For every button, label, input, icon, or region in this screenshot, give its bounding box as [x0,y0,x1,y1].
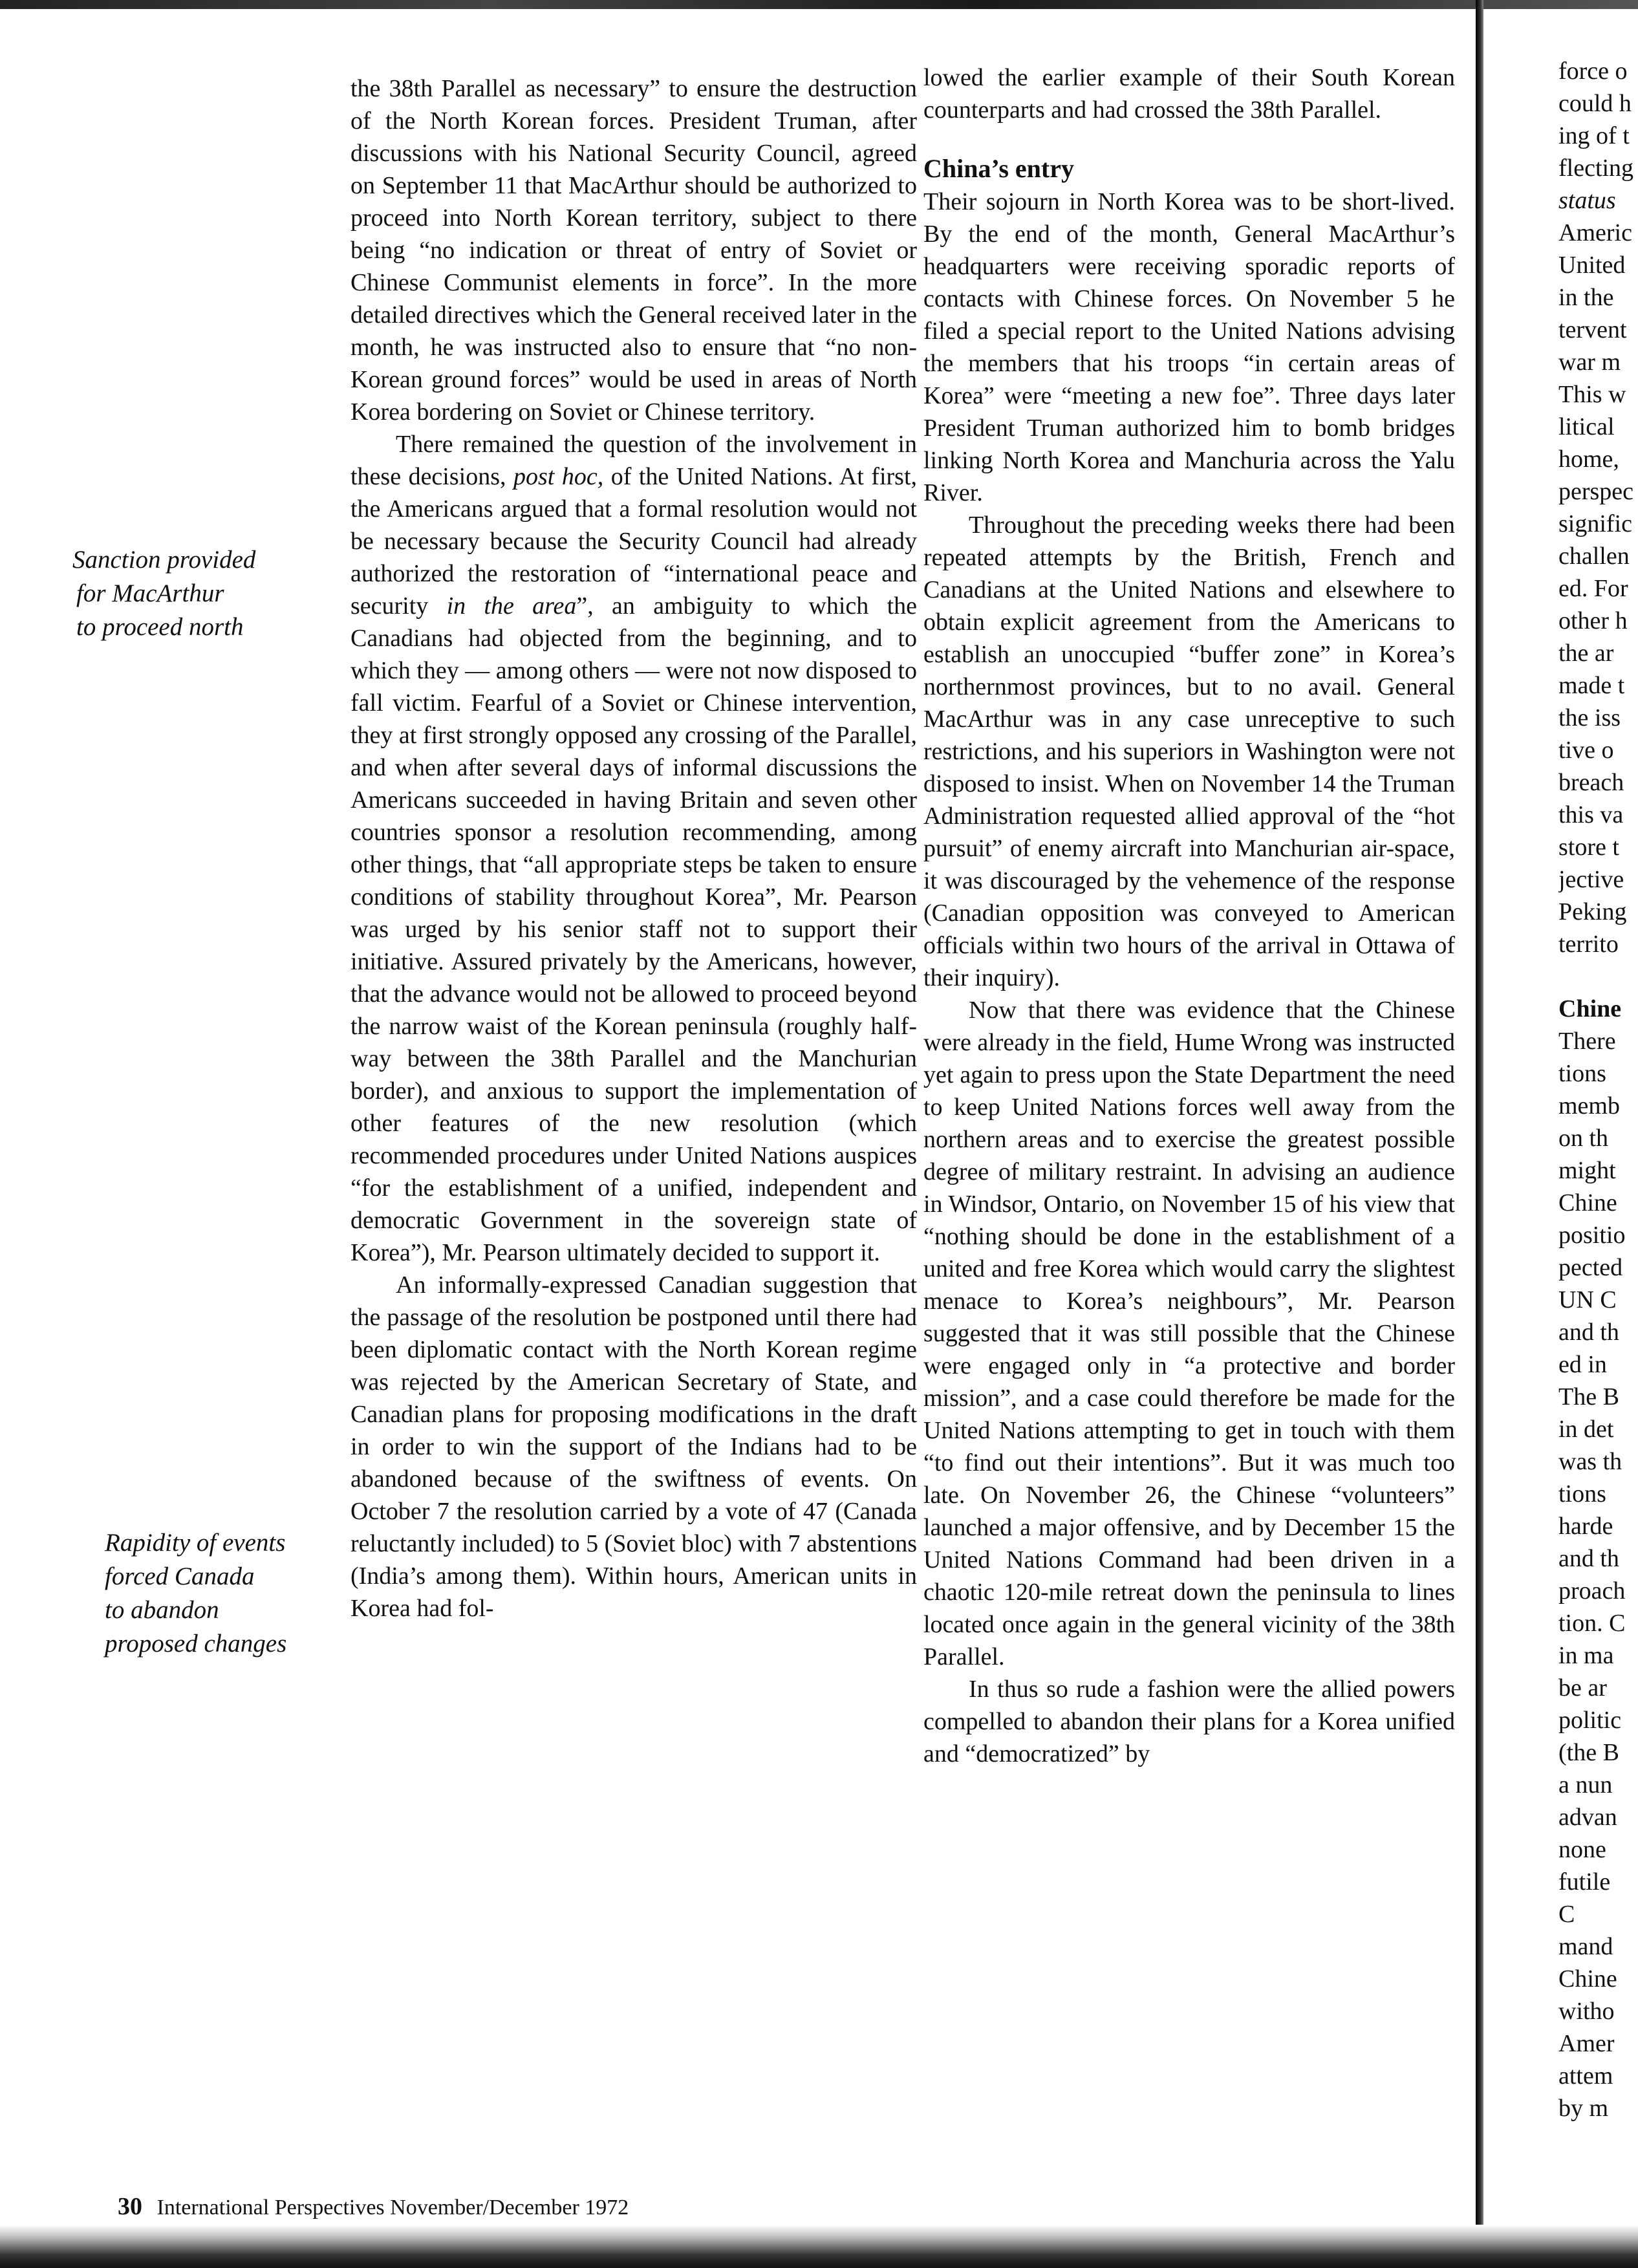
section-heading: China’s entry [923,154,1074,183]
margin-note-line: to abandon [105,1596,219,1624]
text-fragment: politic [1558,1707,1622,1734]
margin-note-line: to proceed north [76,613,244,641]
text-fragment: This w [1558,381,1626,408]
text-fragment: the iss [1558,704,1621,731]
text-fragment: this va [1558,801,1624,828]
paragraph: lowed the earlier example of their South Korean counterparts and had crossed the 38th Parallel. [923,64,1455,124]
text-fragment: C [1558,1901,1575,1928]
margin-note-line: forced Canada [105,1562,255,1590]
text-fragment: flecting [1558,155,1634,182]
paragraph: Now that there was evidence that the Chinese were already in the field, Hume Wrong was instructed yet again to press upon the State Department the need to keep United Nations forces well away from the northern areas and to exercise the greatest possible degree of military restraint. In advising an audience in Windsor, Ontario, on November 15 of his view that “nothing should be done in the establishment of a united and free Korea which would carry the slightest menace to Korea’s neighbours”, Mr. Pearson suggested that it was still possible that the Chinese were engaged only in “a protective and border mission”, and a case could therefore be made for the United Nations attempting to get in touch with them “to find out their intentions”. But it was much too late. On November 26, the Chinese “volunteers” launched a major offensive, and by December 15 the United Nations Command had been driven in a chaotic 120-mile retreat down the peninsula to lines located once again in the general vicinity of the 38th Parallel. [923,997,1455,1670]
paragraph: An informally-expressed Canadian suggestion that the passage of the resolution be postponed until there had been diplomatic contact with the North Korean regime was rejected by the American Secretary of State, and Canadian plans for proposing modifications in the draft in order to win the support of the Indians had to be abandoned because of the swiftness of events. On October 7 the resolution carried by a vote of 47 (Canada reluctantly included) to 5 (Soviet bloc) with 7 abstentions (India’s among them). Within hours, American units in Korea had fol- [350,1271,917,1622]
paragraph: Their sojourn in North Korea was to be short-lived. By the end of the month, General MacArthur’s headquarters were receiving sporadic reports of contacts with Chinese forces. On November 5 he filed a special report to the United Nations advising the members that his troops “in certain areas of Korea” were “meeting a new foe”. Three days later President Truman authorized him to bomb bridges linking North Korea and Manchuria across the Yalu River. [923,188,1455,506]
top-scan-edge [0,0,1638,9]
paragraph: the 38th Parallel as necessary” to ensure the destruction of the North Korean forces. President Truman, after discussions with his National Security Council, agreed on September 11 that MacArthur should be authorized to proceed into North Korean territory, subject to there being “no indication or threat of entry of Soviet or Chinese Communist elements in force”. In the more detailed directives which the General received later in the month, he was instructed also to ensure that “no non-Korean ground forces” would be used in areas of North Korea bordering on Soviet or Chinese territory. [350,75,917,426]
text-run: ”, an ambiguity to which the Canadians had objected from the beginning, and to which they — among others — were not now disposed to fall victim. Fearful of a Soviet or Chinese intervention, they at first strongly opposed any crossing of the Parallel, and when after several days of informal discussions the Americans succeeded in having Britain and seven other countries sponsor a resolution recommending, among other things, that “all appropriate steps be taken to ensure conditions of stability throughout Korea”, Mr. Pearson was urged by his senior staff not to support their initiative. Assured privately by the Americans, however, that the advance would not be allowed to proceed beyond the narrow waist of the Korean peninsula (roughly half-way between the 38th Parallel and the Manchurian border), and anxious to support the implementation of other features of the new resolution (which recommended procedures under United Nations auspices “for the establishment of a unified, independent and democratic Government in the sovereign state of Korea”), Mr. Pearson ultimately decided to support it. [350,592,917,1266]
fragment-list [1558,55,1638,2124]
text-fragment: positio [1558,1222,1626,1249]
paragraph [350,428,917,1269]
publication-line: International Perspectives November/December 1972 [156,2196,629,2219]
text-fragment: UN C [1558,1286,1617,1313]
text-fragment: challen [1558,543,1630,570]
text-column-3-cropped [1558,55,1638,2124]
text-fragment: signific [1558,510,1632,537]
text-fragment: in the [1558,284,1614,311]
text-fragment: tions [1558,1060,1606,1087]
text-fragment: in ma [1558,1642,1614,1669]
page-gutter [1476,0,1483,2225]
bottom-scan-edge [0,2225,1638,2268]
text-fragment: war m [1558,349,1621,376]
text-fragment: attem [1558,2062,1613,2090]
text-fragment: pected [1558,1254,1623,1281]
text-fragment: a nun [1558,1771,1613,1798]
text-fragment: proach [1558,1577,1626,1604]
text-fragment: force o [1558,58,1628,85]
text-fragment: memb [1558,1092,1620,1119]
text-fragment: and th [1558,1319,1619,1346]
text-fragment: other h [1558,607,1628,634]
text-fragment: by m [1558,2095,1609,2122]
text-fragment: breach [1558,769,1624,796]
text-fragment: (the B [1558,1739,1619,1766]
text-fragment: United [1558,252,1626,279]
text-run: of the United Nations. At first, the Americans argued that a formal resolution would not be necessary because the Security Council had already authorized the restoration of “international peace and security [350,463,918,620]
margin-note-line: Rapidity of events [105,1529,286,1557]
text-fragment: none [1558,1836,1606,1863]
text-fragment: Americ [1558,219,1632,246]
text-fragment: made t [1558,672,1625,699]
text-fragment: jective [1558,866,1624,893]
blank-line [1558,960,1638,993]
text-fragment: be ar [1558,1674,1607,1701]
text-column-2 [923,61,1455,1770]
text-fragment: litical [1558,413,1615,440]
margin-note-sanction [72,543,350,644]
text-fragment: Chine [1558,1965,1617,1993]
text-fragment: Chine [1558,995,1622,1022]
text-fragment: witho [1558,1998,1615,2025]
paragraph: In thus so rude a fashion were the allied powers compelled to abandon their plans for a Korea unified and “democratized” by [923,1676,1455,1767]
paragraph: Throughout the preceding weeks there had been repeated attempts by the British, French and Canadians at the United Nations and elsewhere to obtain explicit agreement from the Americans to establish an unoccupied “buffer zone” in Korea’s northernmost provinces, but to no avail. General MacArthur was in any case unreceptive to such restrictions, and his superiors in Washington were not disposed to insist. When on November 14 the Truman Administration requested allied approval of the “hot pursuit” of enemy aircraft into Manchurian air-space, it was discouraged by the vehemence of the response (Canadian opposition was conveyed to American officials within two hours of the arrival in Ottawa of their inquiry). [923,512,1455,991]
text-fragment: tive o [1558,737,1614,764]
text-fragment: and th [1558,1545,1619,1572]
text-fragment: The B [1558,1383,1619,1410]
text-fragment: Peking [1558,898,1627,925]
text-fragment: on th [1558,1125,1609,1152]
page-number: 30 [118,2193,142,2220]
text-fragment: could h [1558,90,1632,117]
text-fragment: There [1558,1028,1616,1055]
text-fragment: futile [1558,1868,1611,1895]
text-fragment: store t [1558,834,1619,861]
text-fragment: ed. For [1558,575,1628,602]
margin-note-line: Sanction provided [72,546,256,574]
text-fragment: Chine [1558,1189,1617,1216]
text-fragment: tions [1558,1480,1606,1507]
text-fragment: territo [1558,931,1619,958]
margin-note-line: proposed changes [105,1630,287,1658]
italic-run: in the area [446,592,577,620]
margin-note-rapidity [105,1526,363,1661]
text-fragment: tervent [1558,316,1627,343]
text-fragment: Amer [1558,2030,1615,2057]
text-fragment: was th [1558,1448,1622,1475]
text-fragment: harde [1558,1513,1613,1540]
text-fragment: ed in [1558,1351,1607,1378]
text-column-1 [350,72,917,1625]
text-fragment: status [1558,187,1616,214]
text-fragment: home, [1558,446,1619,473]
text-fragment: mand [1558,1933,1613,1960]
text-fragment: might [1558,1157,1616,1184]
italic-run: post hoc, [513,463,604,490]
page-footer [118,2192,629,2221]
text-run: There remained the question of the involvement in these decisions, [350,431,917,490]
text-fragment: in det [1558,1416,1614,1443]
margin-note-line: for MacArthur [76,579,224,607]
text-fragment: perspec [1558,478,1634,505]
text-fragment: tion. C [1558,1610,1626,1637]
text-fragment: advan [1558,1804,1617,1831]
text-fragment: the ar [1558,640,1614,667]
text-fragment: ing of t [1558,122,1630,149]
